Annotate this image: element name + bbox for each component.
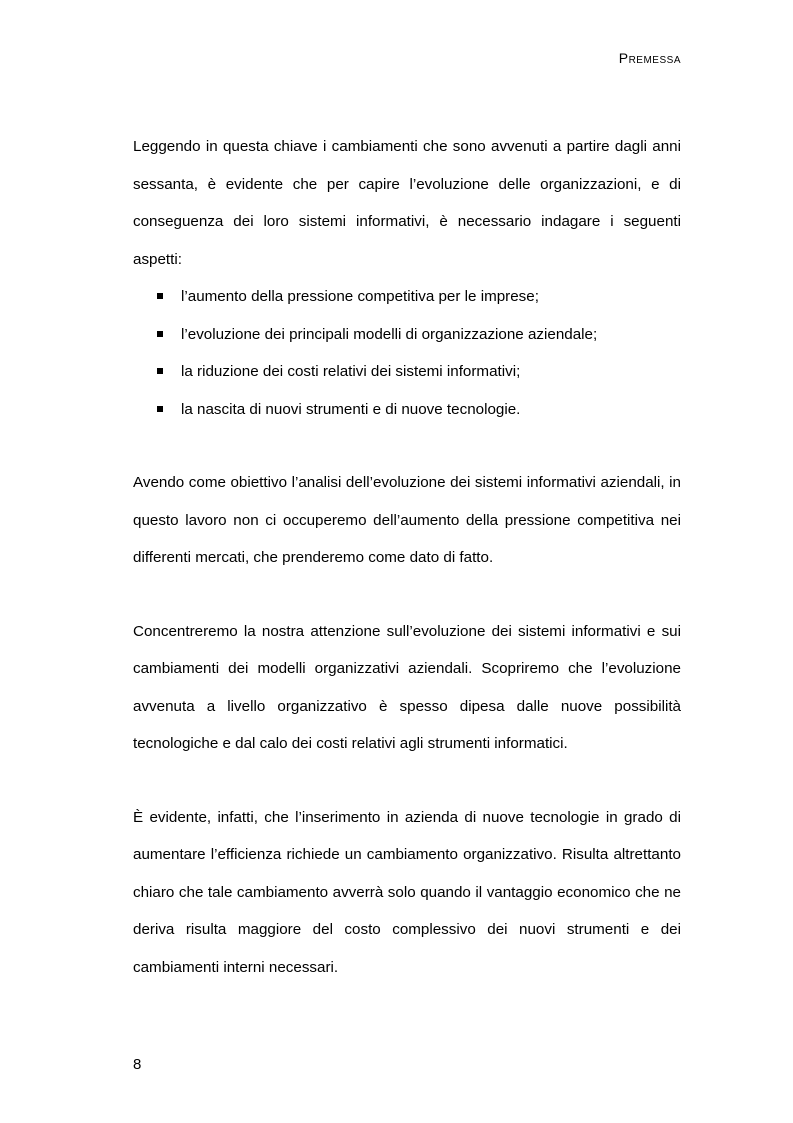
square-bullet-icon <box>157 406 163 412</box>
list-item-text: la nascita di nuovi strumenti e di nuove tecnologie. <box>181 400 521 418</box>
square-bullet-icon <box>157 368 163 374</box>
page-number: 8 <box>133 1056 142 1073</box>
paragraph-spacer <box>133 763 681 799</box>
list-item <box>133 353 681 391</box>
list-item-text: la riduzione dei costi relativi dei sistemi informativi; <box>181 363 521 380</box>
square-bullet-icon <box>157 331 163 337</box>
paragraph-intro: Leggendo in questa chiave i cambiamenti che sono avvenuti a partire dagli anni sessanta, è evidente che per capire l’evoluzione delle organizzazioni, e di conseguenza dei loro sistemi informativi, è necessario indagare i seguenti aspetti: <box>133 138 681 268</box>
list-item <box>133 391 681 429</box>
bullet-list <box>133 278 681 428</box>
running-header: Premessa <box>618 50 681 66</box>
paragraph-objective: Avendo come obiettivo l’analisi dell’evoluzione dei sistemi informativi aziendali, in questo lavoro non ci occuperemo dell’aumento della pressione competitiva nei differenti mercati, che prenderemo come dato di fatto. <box>133 474 681 566</box>
list-item <box>133 316 681 354</box>
body-text <box>133 128 681 986</box>
paragraph-conclusion: È evidente, infatti, che l’inserimento in azienda di nuove tecnologie in grado di aumentare l’efficienza richiede un cambiamento organizzativo. Risulta altrettanto chiaro che tale cambiamento avverrà solo quando il vantaggio economico che ne deriva risulta maggiore del costo complessivo dei nuovi strumenti e dei cambiamenti interni necessari. <box>133 808 681 976</box>
list-item <box>133 278 681 316</box>
list-item-text: l’evoluzione dei principali modelli di organizzazione aziendale; <box>181 325 598 343</box>
paragraph-spacer <box>133 428 681 464</box>
paragraph-spacer <box>133 577 681 613</box>
list-item-text: l’aumento della pressione competitiva per le imprese; <box>181 288 539 305</box>
paragraph-focus: Concentreremo la nostra attenzione sull’evoluzione dei sistemi informativi e sui cambiamenti dei modelli organizzativi aziendali. Scopriremo che l’evoluzione avvenuta a livello organizzativo è spesso dipesa dalle nuove possibilità tecnologiche e dal calo dei costi relativi agli strumenti informatici. <box>133 622 681 752</box>
square-bullet-icon <box>157 293 163 299</box>
